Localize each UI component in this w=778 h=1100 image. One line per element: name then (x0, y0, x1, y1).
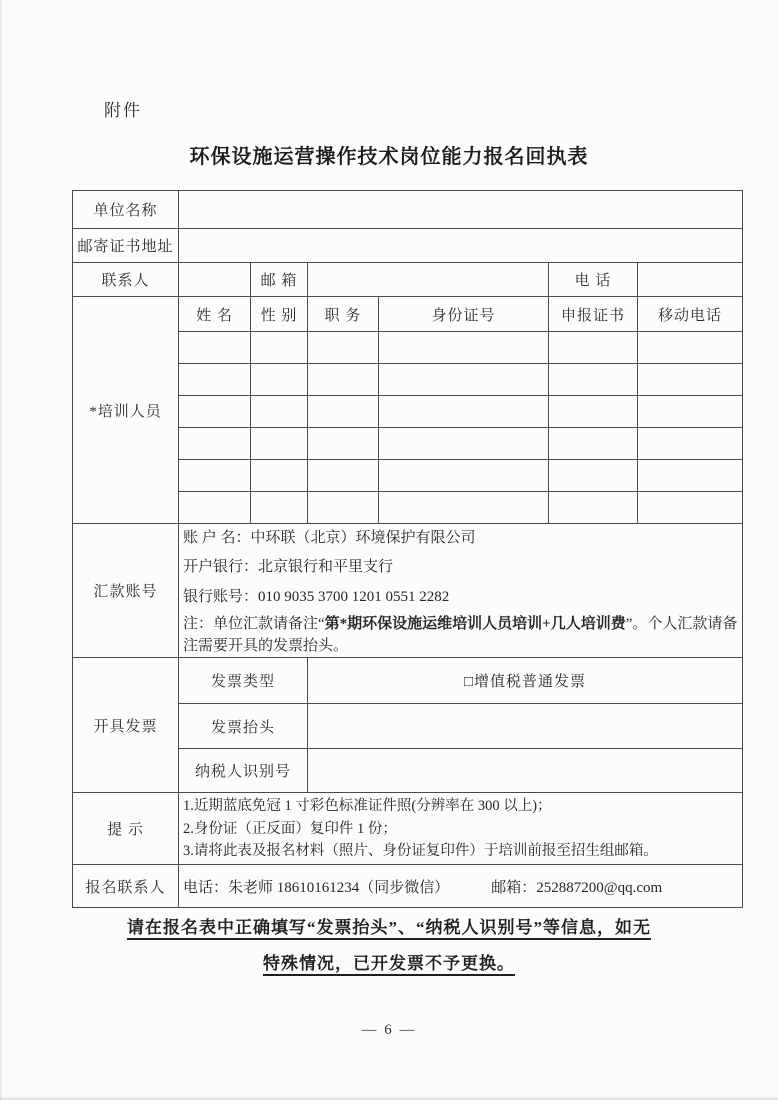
remittance-account-number: 银行账号：010 9035 3700 1201 0551 2282 (183, 588, 450, 605)
attachment-label: 附件 (104, 101, 142, 120)
email-field (308, 263, 549, 297)
tip-item-1: 1.近期蓝底免冠 1 寸彩色标准证件照(分辨率在 300 以上)； (183, 798, 552, 815)
remittance-account-name: 账 户 名：中环联（北京）环境保护有限公司 (183, 530, 476, 546)
invoice-label: 开具发票 (73, 658, 179, 793)
trainee-empty-cell (638, 332, 743, 364)
phone-field (638, 263, 743, 297)
registration-contact-details (179, 865, 743, 908)
trainee-empty-cell (549, 460, 638, 492)
unit-name-field (179, 191, 743, 229)
trainee-empty-cell (179, 428, 251, 460)
page-title: 环保设施运营操作技术岗位能力报名回执表 (189, 146, 589, 168)
mailing-address-label: 邮寄证书地址 (73, 229, 179, 263)
taxpayer-id-field (308, 749, 743, 793)
trainee-empty-cell (638, 396, 743, 428)
trainee-empty-cell (379, 428, 549, 460)
trainee-empty-cell (308, 460, 379, 492)
registration-contact-phone: 电话：朱老师 18610161234（同步微信） (183, 879, 450, 896)
trainee-empty-cell (549, 332, 638, 364)
row-mailing-address (73, 229, 743, 263)
invoice-title-field (308, 704, 743, 749)
tips-content (179, 793, 743, 865)
invoice-warning-line-1: 请在报名表中正确填写“发票抬头”、“纳税人识别号”等信息，如无 (127, 918, 651, 937)
remittance-bank: 开户银行：北京银行和平里支行 (183, 559, 394, 576)
row-tips (73, 793, 743, 865)
trainee-empty-cell (549, 396, 638, 428)
remittance-note (183, 614, 738, 658)
trainee-empty-cell (638, 364, 743, 396)
trainee-empty-cell (379, 492, 549, 524)
remittance-label: 汇款账号 (73, 524, 179, 658)
phone-label: 电 话 (549, 263, 638, 297)
contact-field (179, 263, 251, 297)
trainee-empty-cell (308, 332, 379, 364)
invoice-type-checkbox-option: □增值税普通发票 (308, 658, 743, 704)
trainee-empty-cell (549, 492, 638, 524)
registration-contact-label: 报名联系人 (73, 865, 179, 908)
trainees-label: *培训人员 (73, 297, 179, 524)
tip-item-3: 3.请将此表及报名材料（照片、身份证复印件）于培训前报至招生组邮箱。 (183, 842, 658, 859)
remittance-note-bold: 第*期环保设施运维培训人员培训+几人培训费 (324, 615, 626, 632)
trainee-empty-cell (251, 332, 308, 364)
contact-label: 联系人 (73, 263, 179, 297)
trainee-col-certificate: 申报证书 (549, 297, 638, 332)
trainee-empty-cell (308, 396, 379, 428)
trainee-col-name: 姓 名 (179, 297, 251, 332)
remittance-note-prefix: 注：单位汇款请备注“ (183, 615, 325, 632)
invoice-warning-note (0, 910, 778, 981)
trainee-empty-cell (251, 396, 308, 428)
trainee-empty-cell (308, 364, 379, 396)
trainee-empty-cell (549, 428, 638, 460)
mailing-address-field (179, 229, 743, 263)
tips-label: 提 示 (73, 793, 179, 865)
trainee-empty-cell (379, 460, 549, 492)
registration-contact-email: 邮箱：252887200@qq.com (491, 879, 663, 896)
trainee-empty-cell (638, 492, 743, 524)
row-remittance (73, 524, 743, 658)
trainee-empty-cell (179, 332, 251, 364)
trainee-empty-cell (638, 460, 743, 492)
trainee-empty-cell (179, 492, 251, 524)
row-registration-contact (73, 865, 743, 908)
trainee-empty-cell (179, 364, 251, 396)
trainee-col-id-number: 身份证号 (379, 297, 549, 332)
invoice-warning-line-2: 特殊情况，已开发票不予更换。 (263, 953, 515, 973)
scan-edge-artifact (0, 1096, 778, 1100)
trainee-empty-cell (251, 364, 308, 396)
trainee-empty-cell (251, 492, 308, 524)
page-number: — 6 — (361, 1022, 417, 1038)
trainee-empty-cell (638, 428, 743, 460)
row-invoice-type (73, 658, 743, 704)
row-contact (73, 263, 743, 297)
remittance-details (179, 524, 743, 658)
remittance-note-suffix: ”。个人汇款请备注需要开具的发票抬头。 (183, 615, 738, 654)
trainee-col-mobile: 移动电话 (638, 297, 743, 332)
trainee-empty-cell (379, 332, 549, 364)
row-trainee-header (73, 297, 743, 332)
trainee-empty-cell (251, 428, 308, 460)
invoice-title-label: 发票抬头 (179, 704, 308, 749)
trainee-empty-cell (251, 460, 308, 492)
taxpayer-id-label: 纳税人识别号 (179, 749, 308, 793)
trainee-empty-cell (549, 364, 638, 396)
trainee-col-gender: 性 别 (251, 297, 308, 332)
trainee-empty-cell (179, 460, 251, 492)
registration-form-table (72, 190, 743, 908)
trainee-empty-cell (379, 396, 549, 428)
trainee-empty-cell (179, 396, 251, 428)
trainee-empty-cell (379, 364, 549, 396)
email-label: 邮 箱 (251, 263, 308, 297)
trainee-col-position: 职 务 (308, 297, 379, 332)
row-unit-name (73, 191, 743, 229)
unit-name-label: 单位名称 (73, 191, 179, 229)
invoice-type-label: 发票类型 (179, 658, 308, 704)
trainee-empty-cell (308, 492, 379, 524)
trainee-empty-cell (308, 428, 379, 460)
tip-item-2: 2.身份证（正反面）复印件 1 份； (183, 820, 397, 837)
